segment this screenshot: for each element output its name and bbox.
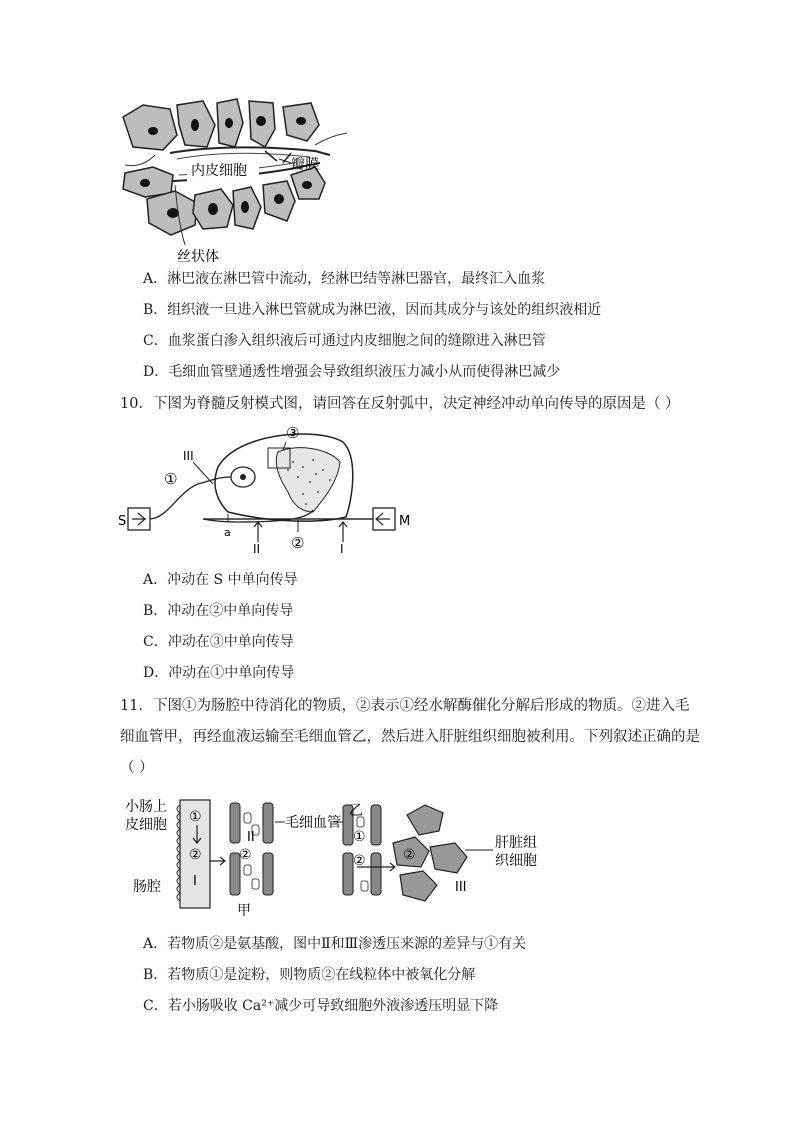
reflex-label-2: ② [291,534,305,552]
label-liver-1: 肝脏组 [495,835,537,851]
q9-option-b[interactable]: B．组织液一旦进入淋巴管就成为淋巴液，因而其成分与该处的组织液相近 [143,302,602,318]
label-liver-2: 织细胞 [495,853,537,869]
label-circle-2-intestine: ② [189,847,202,863]
q10-stem: 10．下图为脊髓反射模式图，请回答在反射弧中，决定神经冲动单向传导的原因是（ ） [120,396,680,412]
reflex-label-3: ③ [286,424,300,442]
label-capillary: 毛细血管 [285,815,341,831]
tissue-cell [123,105,177,150]
label-i: I [193,874,197,889]
q10-option-c[interactable]: C．冲动在③中单向传导 [143,634,294,650]
q11-option-c[interactable]: C．若小肠吸收 Ca²⁺减少可导致细胞外液渗透压明显下降 [143,998,499,1014]
q10-option-a[interactable]: A．冲动在 S 中单向传导 [143,572,298,588]
q11-stem-line1: 11．下图①为肠腔中待消化的物质，②表示①经水解酶催化分解后形成的物质。②进入毛 [120,698,690,714]
q11-stem-line3: （ ） [120,760,154,776]
q11-option-b[interactable]: B．若物质①是淀粉，则物质②在线粒体中被氧化分解 [143,967,476,983]
valve-label: 瓣膜 [291,157,319,173]
label-ii: II [247,830,255,845]
reflex-label-ii: II [253,542,261,556]
label-intestine-cell-1: 小肠上 [125,799,167,815]
filament-label: 丝状体 [177,249,219,265]
lymph-capillary-figure [115,95,355,270]
label-circle-2-yi: ② [353,853,366,869]
label-yi: 乙 [349,803,363,819]
reflex-label-1: ① [164,470,178,488]
label-jia: 甲 [237,903,251,919]
q10-option-d[interactable]: D．冲动在①中单向传导 [143,665,295,681]
reflex-label-iii: III [183,449,194,463]
label-lumen: 肠腔 [133,879,161,895]
absorption-figure [125,795,565,920]
label-circle-1-intestine: ① [189,809,202,825]
reflex-label-s: S [118,514,127,529]
endothelial-cell-label: 内皮细胞 [191,163,247,179]
q9-option-d[interactable]: D．毛细血管壁通透性增强会导致组织液压力减小从而使得淋巴减少 [143,364,561,380]
reflex-label-m: M [399,514,411,529]
label-iii: III [455,880,467,895]
reflex-arc-figure [118,422,418,557]
label-intestine-cell-2: 皮细胞 [125,817,167,833]
q11-option-a[interactable]: A．若物质②是氨基酸，图中Ⅱ和Ⅲ渗透压来源的差异与①有关 [143,936,527,952]
label-circle-2-liver: ② [403,847,416,863]
label-circle-2-jia: ② [239,847,252,863]
q9-option-a[interactable]: A．淋巴液在淋巴管中流动，经淋巴结等淋巴器官，最终汇入血浆 [143,271,546,287]
q10-option-b[interactable]: B．冲动在②中单向传导 [143,603,294,619]
q11-stem-line2: 细血管甲，再经血液运输至毛细血管乙，然后进入肝脏组织细胞被利用。下列叙述正确的是 [120,729,700,745]
q9-option-c[interactable]: C．血浆蛋白渗入组织液后可通过内皮细胞之间的缝隙进入淋巴管 [143,333,546,349]
reflex-label-i: I [340,542,344,556]
label-circle-1-yi: ① [353,829,366,845]
reflex-label-a: a [224,526,231,539]
